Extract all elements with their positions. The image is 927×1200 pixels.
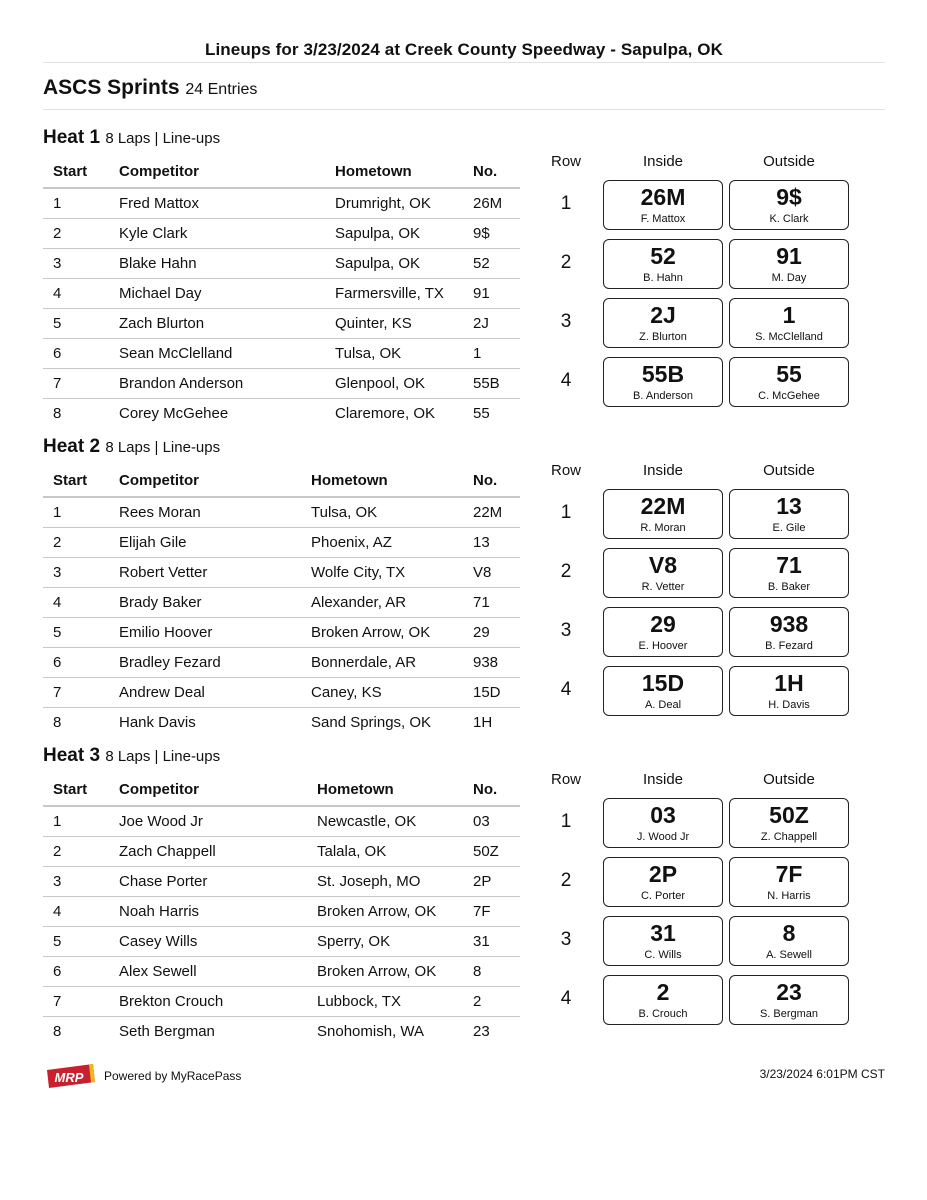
- competitor-name: Hank Davis: [119, 714, 196, 731]
- car-number: 1H: [473, 714, 493, 731]
- grid-driver-name: J. Wood Jr: [636, 831, 690, 843]
- grid-row-number: 1: [560, 502, 572, 523]
- competitor-name: Casey Wills: [109, 927, 307, 957]
- start-position: 1: [43, 806, 109, 837]
- hometown: Lubbock, TX: [307, 987, 463, 1017]
- grid-driver-name: A. Deal: [644, 699, 682, 711]
- competitor-name: Brekton Crouch: [109, 987, 307, 1017]
- outside-car-box: [729, 357, 849, 407]
- hometown: Farmersville, TX: [325, 279, 463, 309]
- car-number: 26M: [463, 188, 520, 219]
- grid-header-row: Row: [550, 771, 581, 788]
- car-number: 91: [463, 279, 520, 309]
- hometown: Newcastle, OK: [307, 806, 463, 837]
- hometown: Phoenix, AZ: [301, 528, 463, 558]
- column-header-competitor: Competitor: [109, 773, 307, 806]
- table-row: [43, 279, 520, 309]
- car-number: 50Z: [463, 837, 520, 867]
- grid-header-inside: Inside: [642, 462, 684, 479]
- column-header-competitor: Competitor: [109, 464, 301, 497]
- car-number: 7F: [463, 897, 520, 927]
- grid-row-number: 1: [560, 811, 572, 832]
- table-row: [43, 837, 520, 867]
- grid-car-number: 71: [776, 552, 802, 578]
- grid-driver-name: E. Gile: [772, 522, 806, 534]
- page-title: Lineups for 3/23/2024 at Creek County Speedway - Sapulpa, OK: [204, 40, 724, 59]
- logo-text: MRP: [54, 1070, 84, 1085]
- start-position: 8: [53, 1023, 62, 1040]
- grid-car-number: 13: [776, 493, 802, 519]
- class-name: ASCS Sprints: [43, 76, 180, 99]
- outside-car-box: [729, 239, 849, 289]
- start-position: 5: [43, 309, 109, 339]
- hometown: Glenpool, OK: [325, 369, 463, 399]
- myracepass-logo: [45, 1062, 97, 1090]
- competitor-name: Brandon Anderson: [109, 369, 325, 399]
- grid-driver-name: S. McClelland: [755, 331, 823, 343]
- hometown: Caney, KS: [301, 678, 463, 708]
- grid-car-number: 55B: [641, 361, 685, 387]
- table-header-row: [43, 773, 520, 806]
- heat-title: [43, 745, 220, 767]
- table-row: [43, 806, 520, 837]
- grid-car-number: 1H: [774, 670, 804, 696]
- grid-car-number: 31: [650, 920, 676, 946]
- start-position: 2: [43, 837, 109, 867]
- table-row: [43, 708, 520, 738]
- competitor-name: Bradley Fezard: [109, 648, 301, 678]
- competitor-name: Elijah Gile: [109, 528, 301, 558]
- table-row: [43, 528, 520, 558]
- table-row: [43, 897, 520, 927]
- column-header-start: Start: [43, 464, 109, 497]
- grid-car-number: 26M: [640, 184, 686, 210]
- table-row: [43, 927, 520, 957]
- grid-car-number: 2J: [650, 302, 676, 328]
- column-header-start: Start: [43, 773, 109, 806]
- inside-car-box: [603, 180, 723, 230]
- competitor-name: Robert Vetter: [109, 558, 301, 588]
- car-number: V8: [463, 558, 520, 588]
- grid-driver-name: M. Day: [771, 272, 807, 284]
- car-number: 03: [463, 806, 520, 837]
- grid-row-number: 2: [560, 252, 572, 273]
- column-header-number: No.: [463, 155, 520, 188]
- hometown: Broken Arrow, OK: [301, 618, 463, 648]
- table-row: [43, 188, 520, 219]
- outside-car-box: [729, 975, 849, 1025]
- table-row: [43, 558, 520, 588]
- table-row: [43, 1017, 520, 1047]
- car-number: 55B: [463, 369, 520, 399]
- start-position: 2: [43, 528, 109, 558]
- hometown: Sapulpa, OK: [325, 219, 463, 249]
- competitor-name: Zach Blurton: [109, 309, 325, 339]
- grid-car-number: 8: [782, 920, 796, 946]
- outside-car-box: [729, 666, 849, 716]
- hometown: Broken Arrow, OK: [307, 897, 463, 927]
- footer: [43, 1062, 885, 1090]
- start-position: 4: [43, 897, 109, 927]
- car-number: 55: [473, 405, 490, 422]
- grid-driver-name: K. Clark: [769, 213, 809, 225]
- grid-driver-name: Z. Blurton: [639, 331, 687, 343]
- inside-car-box: [603, 798, 723, 848]
- grid-header-row: Row: [550, 462, 581, 479]
- outside-car-box: [729, 548, 849, 598]
- table-row: [43, 987, 520, 1017]
- heat-title: [43, 127, 220, 149]
- competitor-name: Blake Hahn: [109, 249, 325, 279]
- start-position: 2: [43, 219, 109, 249]
- column-header-hometown: Hometown: [325, 155, 463, 188]
- grid-row-number: 2: [560, 561, 572, 582]
- grid-row-number: 3: [560, 620, 572, 641]
- car-number: 13: [463, 528, 520, 558]
- outside-car-box: [729, 298, 849, 348]
- starting-grid: [548, 153, 878, 403]
- competitor-name: Alex Sewell: [109, 957, 307, 987]
- class-divider: [43, 109, 885, 110]
- hometown: Wolfe City, TX: [301, 558, 463, 588]
- start-position: 7: [43, 369, 109, 399]
- column-header-number: No.: [463, 773, 520, 806]
- start-position: 4: [43, 279, 109, 309]
- table-row: [43, 399, 520, 429]
- competitor-name: Emilio Hoover: [109, 618, 301, 648]
- grid-car-number: 55: [776, 361, 802, 387]
- grid-driver-name: A. Sewell: [766, 949, 812, 961]
- column-header-competitor: Competitor: [109, 155, 325, 188]
- hometown: Talala, OK: [307, 837, 463, 867]
- column-header-hometown: Hometown: [307, 773, 463, 806]
- class-entry-count: 24 Entries: [185, 81, 258, 98]
- competitor-name: Andrew Deal: [109, 678, 301, 708]
- table-row: [43, 339, 520, 369]
- outside-car-box: [729, 798, 849, 848]
- inside-car-box: [603, 357, 723, 407]
- heat-subtitle: 8 Laps | Line-ups: [105, 748, 221, 765]
- grid-car-number: 9$: [776, 184, 802, 210]
- outside-car-box: [729, 857, 849, 907]
- grid-driver-name: N. Harris: [767, 890, 811, 902]
- competitor-name: Brady Baker: [109, 588, 301, 618]
- grid-row-number: 3: [560, 929, 572, 950]
- outside-car-box: [729, 180, 849, 230]
- grid-car-number: 50Z: [769, 802, 809, 828]
- car-number: 2P: [463, 867, 520, 897]
- hometown: Alexander, AR: [301, 588, 463, 618]
- grid-car-number: 22M: [640, 493, 686, 519]
- inside-car-box: [603, 607, 723, 657]
- car-number: 1: [463, 339, 520, 369]
- outside-car-box: [729, 916, 849, 966]
- start-position: 7: [43, 678, 109, 708]
- grid-driver-name: R. Moran: [640, 522, 686, 534]
- grid-car-number: 23: [776, 979, 802, 1005]
- heat-section: [43, 745, 885, 1045]
- grid-driver-name: H. Davis: [768, 699, 810, 711]
- grid-car-number: 29: [650, 611, 676, 637]
- hometown: Tulsa, OK: [325, 339, 463, 369]
- grid-driver-name: B. Anderson: [633, 390, 693, 402]
- competitor-name: Fred Mattox: [109, 188, 325, 219]
- start-position: 3: [43, 249, 109, 279]
- grid-driver-name: E. Hoover: [638, 640, 688, 652]
- lineup-table: [43, 155, 520, 428]
- hometown: Broken Arrow, OK: [307, 957, 463, 987]
- start-position: 1: [43, 188, 109, 219]
- car-number: 15D: [463, 678, 520, 708]
- grid-header-outside: Outside: [763, 462, 815, 479]
- hometown: Tulsa, OK: [301, 497, 463, 528]
- start-position: 3: [43, 558, 109, 588]
- car-number: 938: [463, 648, 520, 678]
- grid-driver-name: C. Porter: [640, 890, 685, 902]
- hometown: Snohomish, WA: [317, 1023, 424, 1040]
- grid-driver-name: R. Vetter: [641, 581, 685, 593]
- hometown: Bonnerdale, AR: [301, 648, 463, 678]
- grid-car-number: 15D: [641, 670, 685, 696]
- grid-driver-name: S. Bergman: [759, 1008, 819, 1020]
- table-row: [43, 648, 520, 678]
- table-row: [43, 867, 520, 897]
- table-row: [43, 678, 520, 708]
- hometown: Sand Springs, OK: [311, 714, 432, 731]
- table-row: [43, 497, 520, 528]
- competitor-name: Joe Wood Jr: [109, 806, 307, 837]
- table-header-row: [43, 155, 520, 188]
- start-position: 6: [43, 957, 109, 987]
- car-number: 23: [473, 1023, 490, 1040]
- start-position: 6: [43, 339, 109, 369]
- competitor-name: Chase Porter: [109, 867, 307, 897]
- grid-header-inside: Inside: [642, 153, 684, 170]
- grid-row-number: 4: [560, 679, 572, 700]
- starting-grid: [548, 771, 878, 1021]
- hometown: Sapulpa, OK: [325, 249, 463, 279]
- heat-name: Heat 3: [43, 745, 101, 766]
- inside-car-box: [603, 239, 723, 289]
- title-divider: [43, 62, 885, 63]
- grid-header-inside: Inside: [642, 771, 684, 788]
- grid-header-outside: Outside: [763, 771, 815, 788]
- grid-driver-name: B. Baker: [767, 581, 811, 593]
- table-row: [43, 249, 520, 279]
- car-number: 2: [463, 987, 520, 1017]
- outside-car-box: [729, 489, 849, 539]
- heat-title: [43, 436, 220, 458]
- inside-car-box: [603, 916, 723, 966]
- car-number: 22M: [463, 497, 520, 528]
- start-position: 7: [43, 987, 109, 1017]
- start-position: 1: [43, 497, 109, 528]
- starting-grid: [548, 462, 878, 712]
- grid-driver-name: B. Hahn: [643, 272, 683, 284]
- heat-subtitle: 8 Laps | Line-ups: [105, 130, 221, 147]
- grid-header-outside: Outside: [763, 153, 815, 170]
- car-number: 8: [463, 957, 520, 987]
- start-position: 5: [43, 618, 109, 648]
- competitor-name: Rees Moran: [109, 497, 301, 528]
- start-position: 8: [53, 714, 62, 731]
- heat-subtitle: 8 Laps | Line-ups: [105, 439, 221, 456]
- car-number: 2J: [463, 309, 520, 339]
- heat-section: [43, 436, 885, 736]
- inside-car-box: [603, 548, 723, 598]
- grid-driver-name: Z. Chappell: [760, 831, 818, 843]
- hometown: Drumright, OK: [325, 188, 463, 219]
- table-header-row: [43, 464, 520, 497]
- grid-car-number: 7F: [775, 861, 803, 887]
- powered-by: Powered by MyRacePass: [104, 1069, 242, 1083]
- inside-car-box: [603, 666, 723, 716]
- competitor-name: Michael Day: [109, 279, 325, 309]
- inside-car-box: [603, 857, 723, 907]
- outside-car-box: [729, 607, 849, 657]
- table-row: [43, 309, 520, 339]
- start-position: 6: [43, 648, 109, 678]
- hometown: Quinter, KS: [325, 309, 463, 339]
- table-row: [43, 219, 520, 249]
- start-position: 4: [43, 588, 109, 618]
- inside-car-box: [603, 975, 723, 1025]
- lineup-table: [43, 464, 520, 737]
- competitor-name: Noah Harris: [109, 897, 307, 927]
- grid-car-number: 91: [776, 243, 802, 269]
- grid-car-number: 2: [656, 979, 670, 1005]
- grid-car-number: V8: [648, 552, 678, 578]
- hometown: Claremore, OK: [335, 405, 436, 422]
- competitor-name: Kyle Clark: [109, 219, 325, 249]
- grid-driver-name: C. McGehee: [758, 390, 820, 402]
- inside-car-box: [603, 298, 723, 348]
- column-header-number: No.: [463, 464, 520, 497]
- start-position: 5: [43, 927, 109, 957]
- inside-car-box: [603, 489, 723, 539]
- heat-name: Heat 2: [43, 436, 101, 457]
- heat-name: Heat 1: [43, 127, 101, 148]
- table-row: [43, 369, 520, 399]
- grid-row-number: 2: [560, 870, 572, 891]
- column-header-start: Start: [43, 155, 109, 188]
- car-number: 31: [463, 927, 520, 957]
- lineup-table: [43, 773, 520, 1046]
- table-row: [43, 588, 520, 618]
- printed-timestamp: 3/23/2024 6:01PM CST: [759, 1067, 885, 1081]
- grid-car-number: 2P: [648, 861, 678, 887]
- competitor-name: Zach Chappell: [109, 837, 307, 867]
- grid-row-number: 4: [560, 988, 572, 1009]
- grid-header-row: Row: [550, 153, 581, 170]
- grid-row-number: 3: [560, 311, 572, 332]
- car-number: 71: [463, 588, 520, 618]
- grid-row-number: 1: [560, 193, 572, 214]
- grid-driver-name: C. Wills: [644, 949, 682, 961]
- grid-car-number: 1: [782, 302, 796, 328]
- hometown: Sperry, OK: [307, 927, 463, 957]
- start-position: 3: [43, 867, 109, 897]
- car-number: 52: [463, 249, 520, 279]
- grid-driver-name: B. Crouch: [638, 1008, 688, 1020]
- car-number: 29: [463, 618, 520, 648]
- table-row: [43, 957, 520, 987]
- table-row: [43, 618, 520, 648]
- car-number: 9$: [463, 219, 520, 249]
- grid-car-number: 938: [769, 611, 809, 637]
- grid-driver-name: B. Fezard: [765, 640, 813, 652]
- heat-section: [43, 127, 885, 427]
- grid-row-number: 4: [560, 370, 572, 391]
- grid-car-number: 03: [650, 802, 676, 828]
- start-position: 8: [53, 405, 62, 422]
- column-header-hometown: Hometown: [301, 464, 463, 497]
- grid-car-number: 52: [650, 243, 676, 269]
- class-header: [43, 76, 257, 100]
- competitor-name: Sean McClelland: [109, 339, 325, 369]
- hometown: St. Joseph, MO: [307, 867, 463, 897]
- competitor-name: Seth Bergman: [119, 1023, 215, 1040]
- competitor-name: Corey McGehee: [119, 405, 229, 422]
- grid-driver-name: F. Mattox: [640, 213, 686, 225]
